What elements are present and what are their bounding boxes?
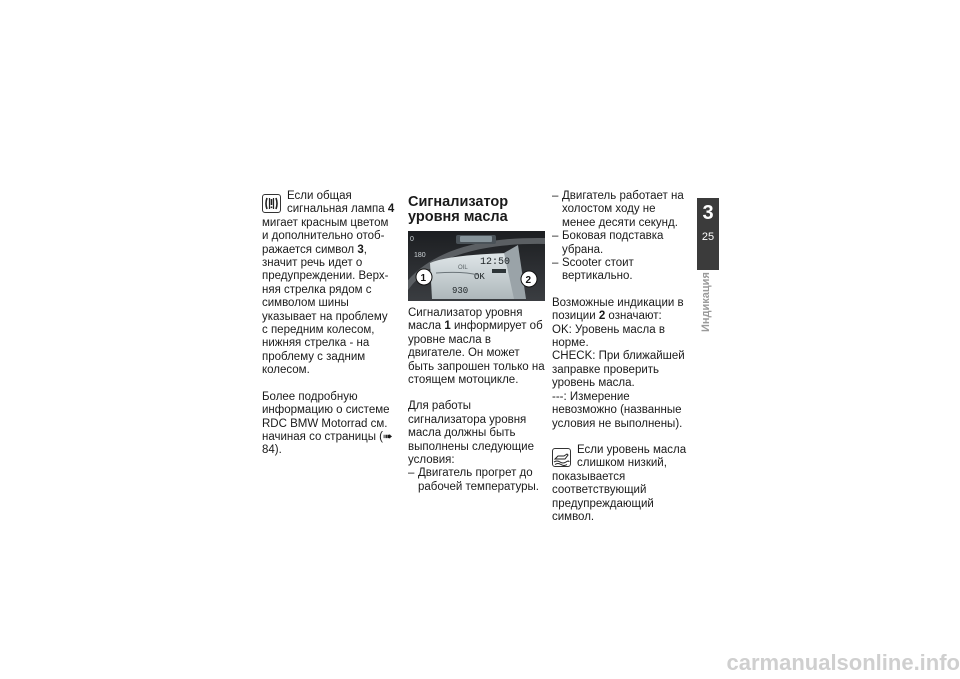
dash-indication: ---: Измерение невозможно (названные условия не выполнены). [552,390,683,430]
oil-label: OIL [458,265,468,271]
list-item: – Боковая подставка убрана. [552,230,690,257]
oil-indicator-intro: Сигнализатор уровня масла 1 информирует об уровне масла в двигателе. Он может быть запрошен только на стоящем мотоцикле. [408,307,545,387]
odometer-readout: 930 [452,286,469,296]
chapter-tab [697,198,719,270]
list-item: – Двигатель работает на холостом ходу не менее десяти секунд. [552,190,690,230]
ok-indication: OK: Уровень масла в норме. [552,323,665,350]
list-item: – Двигатель прогрет до рабочей температуры. [408,467,545,494]
dial-mark-zero: 0 [410,236,414,243]
callout-2: 2 [525,275,532,286]
page-reference-link[interactable]: 84). [262,444,282,457]
section-heading: Сигнализатор уровня масла [408,194,509,225]
rdc-reference-paragraph: Более подробную информацию о системе RDC BMW Motorrad см. начиная со страницы (➠ 84). [262,390,393,457]
chapter-number: 3 [702,202,714,224]
page-number: 25 [701,231,715,243]
text-column-2 [408,195,545,494]
instrument-cluster-photo [408,231,545,301]
page-reference-arrow-icon: ➠ [383,430,393,443]
text-column-3 [552,190,690,524]
indications-intro: Возможные индикации в позиции 2 означают: [552,296,684,323]
callout-1: 1 [420,273,427,284]
clock-readout: 12:50 [480,257,511,268]
tire-pressure-warning-icon [262,194,281,213]
chapter-side-label: Индикация [700,272,712,332]
speed-mark: 180 [414,252,426,259]
watermark: carmanualsonline.info [726,650,960,675]
text-column-1 [262,190,396,458]
oil-status-readout: OK [474,272,485,282]
low-oil-paragraph: Если уровень масла слишком низкий, показывается соответствующий предупреждающий символ. [552,443,687,523]
oil-level-warning-icon [552,448,571,467]
conditions-intro: Для работы сигнализатора уровня масла должны быть выполнены следующие условия: [408,400,534,467]
conditions-list-continued [552,190,690,284]
conditions-list [408,467,545,494]
check-indication: CHECK: При ближайшей заправке проверить уровень масла. [552,350,685,390]
list-item: – Scooter стоит вертикально. [552,257,690,284]
tire-warning-paragraph: Если общая сигнальная лампа 4 мигает красным цветом и дополнительно отображается символ 3, значит речь идет о предупреждении. Верхняя стрелка рядом с символом шины указывает на проблему с передним колесом, нижняя стрелка - на проблему с задним колесом. [262,190,395,377]
